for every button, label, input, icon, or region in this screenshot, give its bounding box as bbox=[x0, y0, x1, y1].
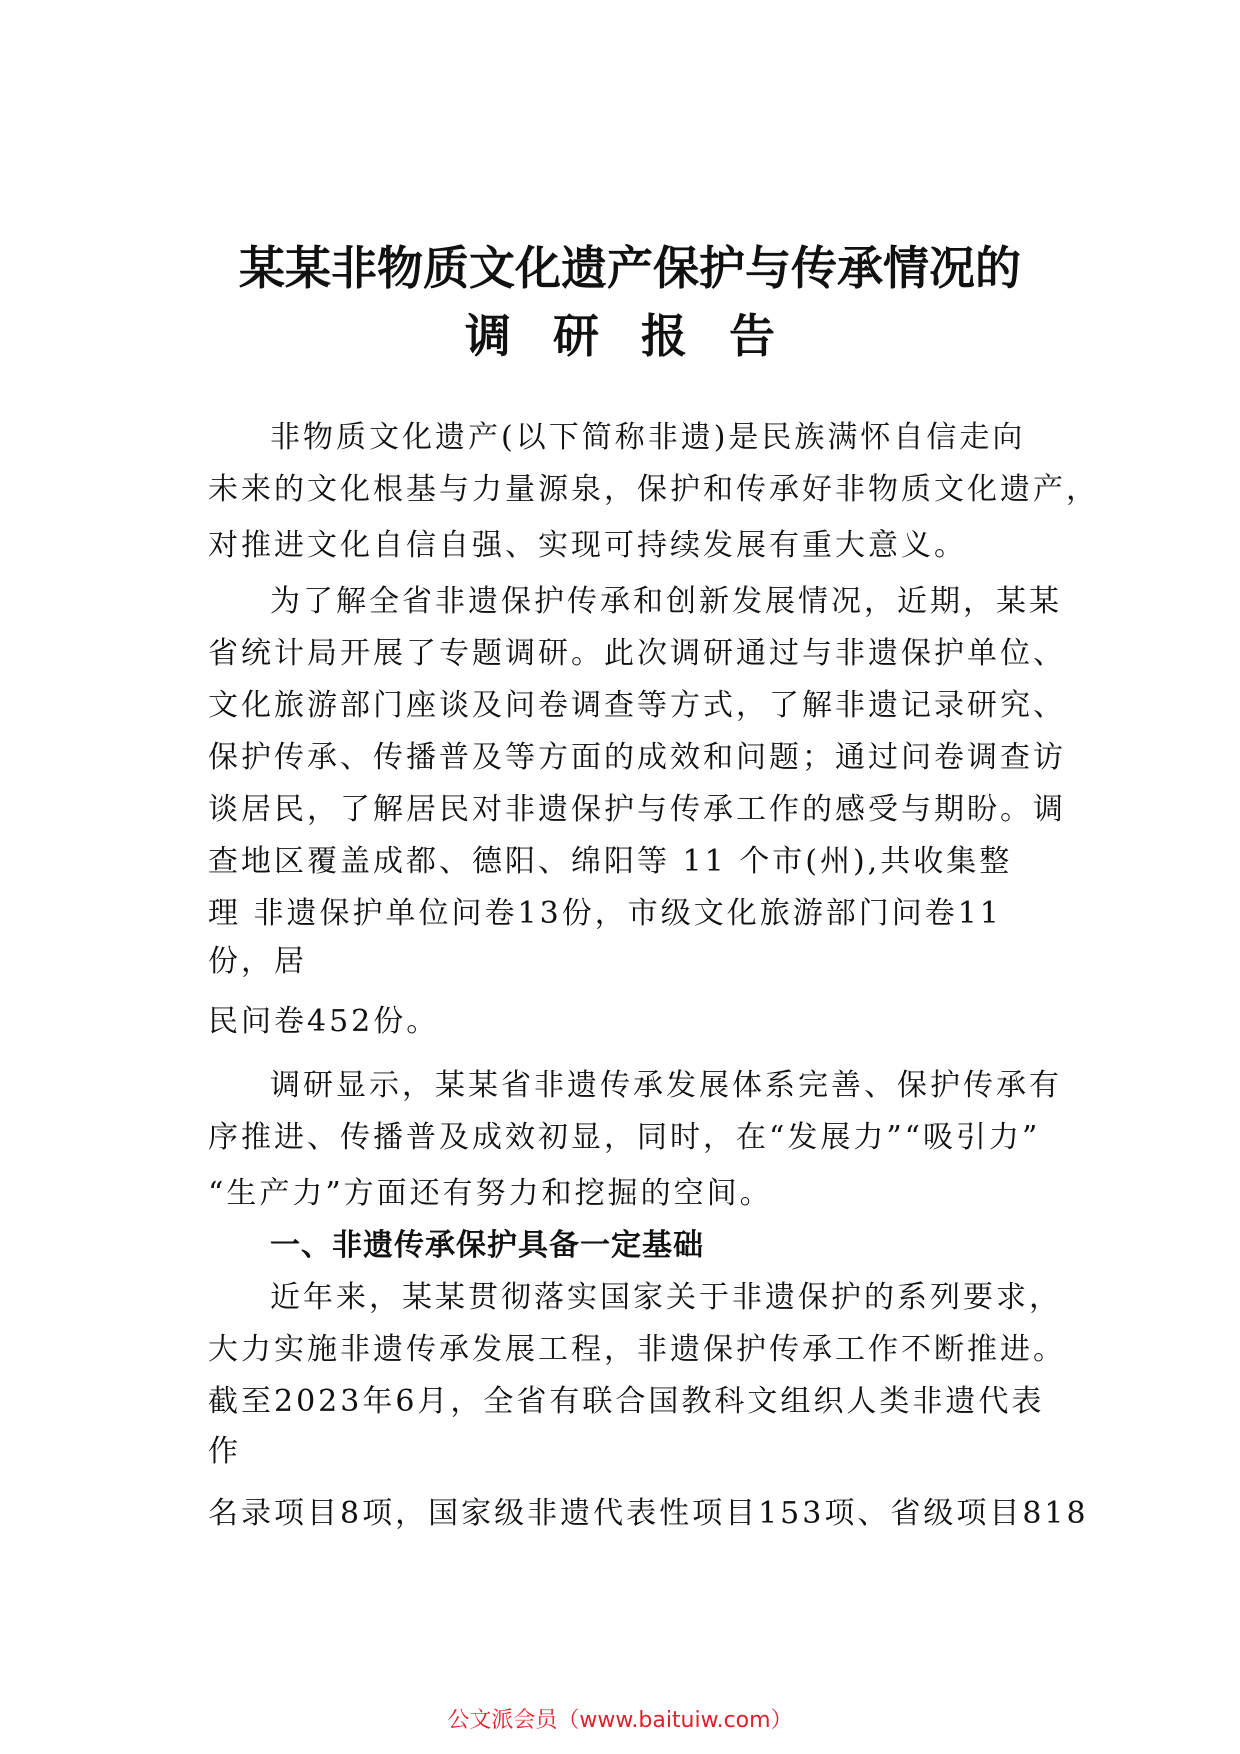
paragraph-2-line-3: 文化旅游部门座谈及问卷调查等方式，了解非遗记录研究、 bbox=[208, 688, 1066, 723]
paragraph-4-line-4: 作 bbox=[208, 1434, 241, 1469]
paragraph-3-line-3: “生产力”方面还有努力和挖掘的空间。 bbox=[208, 1176, 773, 1211]
section-heading-1: 一、非遗传承保护具备一定基础 bbox=[270, 1228, 704, 1263]
footer-watermark: 公文派会员（www.baituiw.com） bbox=[447, 1708, 793, 1733]
paragraph-2-line-2: 省统计局开展了专题调研。此次调研通过与非遗保护单位、 bbox=[208, 636, 1066, 671]
paragraph-4-line-1: 近年来，某某贯彻落实国家关于非遗保护的系列要求， bbox=[270, 1280, 1062, 1315]
paragraph-2-line-9: 民问卷452份。 bbox=[208, 1004, 440, 1039]
paragraph-2-line-7: 理 非遗保护单位问卷13份，市级文化旅游部门问卷11 bbox=[208, 896, 1002, 931]
paragraph-2-line-1: 为了解全省非遗保护传承和创新发展情况，近期，某某 bbox=[270, 584, 1062, 619]
paragraph-3-line-1: 调研显示，某某省非遗传承发展体系完善、保护传承有 bbox=[270, 1068, 1062, 1103]
paragraph-3-line-2: 序推进、传播普及成效初显，同时，在“发展力”“吸引力” bbox=[208, 1120, 1041, 1155]
paragraph-4-line-3: 截至2023年6月，全省有联合国教科文组织人类非遗代表 bbox=[208, 1384, 1045, 1419]
paragraph-2-line-4: 保护传承、传播普及等方面的成效和问题；通过问卷调查访 bbox=[208, 740, 1066, 775]
document-title bbox=[0, 238, 1240, 366]
paragraph-1-line-1: 非物质文化遗产(以下简称非遗)是民族满怀自信走向 bbox=[270, 420, 1026, 455]
title-line-2: 调研报告 bbox=[465, 309, 817, 363]
paragraph-4-line-2: 大力实施非遗传承发展工程，非遗保护传承工作不断推进。 bbox=[208, 1332, 1066, 1367]
paragraph-1-line-2: 未来的文化根基与力量源泉，保护和传承好非物质文化遗产， bbox=[208, 472, 1099, 507]
title-line-1: 某某非物质文化遗产保护与传承情况的 bbox=[239, 241, 1021, 295]
paragraph-2-line-8: 份，居 bbox=[208, 944, 307, 979]
paragraph-1-line-3: 对推进文化自信自强、实现可持续发展有重大意义。 bbox=[208, 528, 967, 563]
paragraph-2-line-5: 谈居民，了解居民对非遗保护与传承工作的感受与期盼。调 bbox=[208, 792, 1066, 827]
paragraph-4-line-5: 名录项目8项，国家级非遗代表性项目153项、省级项目818 bbox=[208, 1496, 1089, 1531]
paragraph-2-line-6: 查地区覆盖成都、德阳、绵阳等 11 个市(州),共收集整 bbox=[208, 844, 1013, 879]
